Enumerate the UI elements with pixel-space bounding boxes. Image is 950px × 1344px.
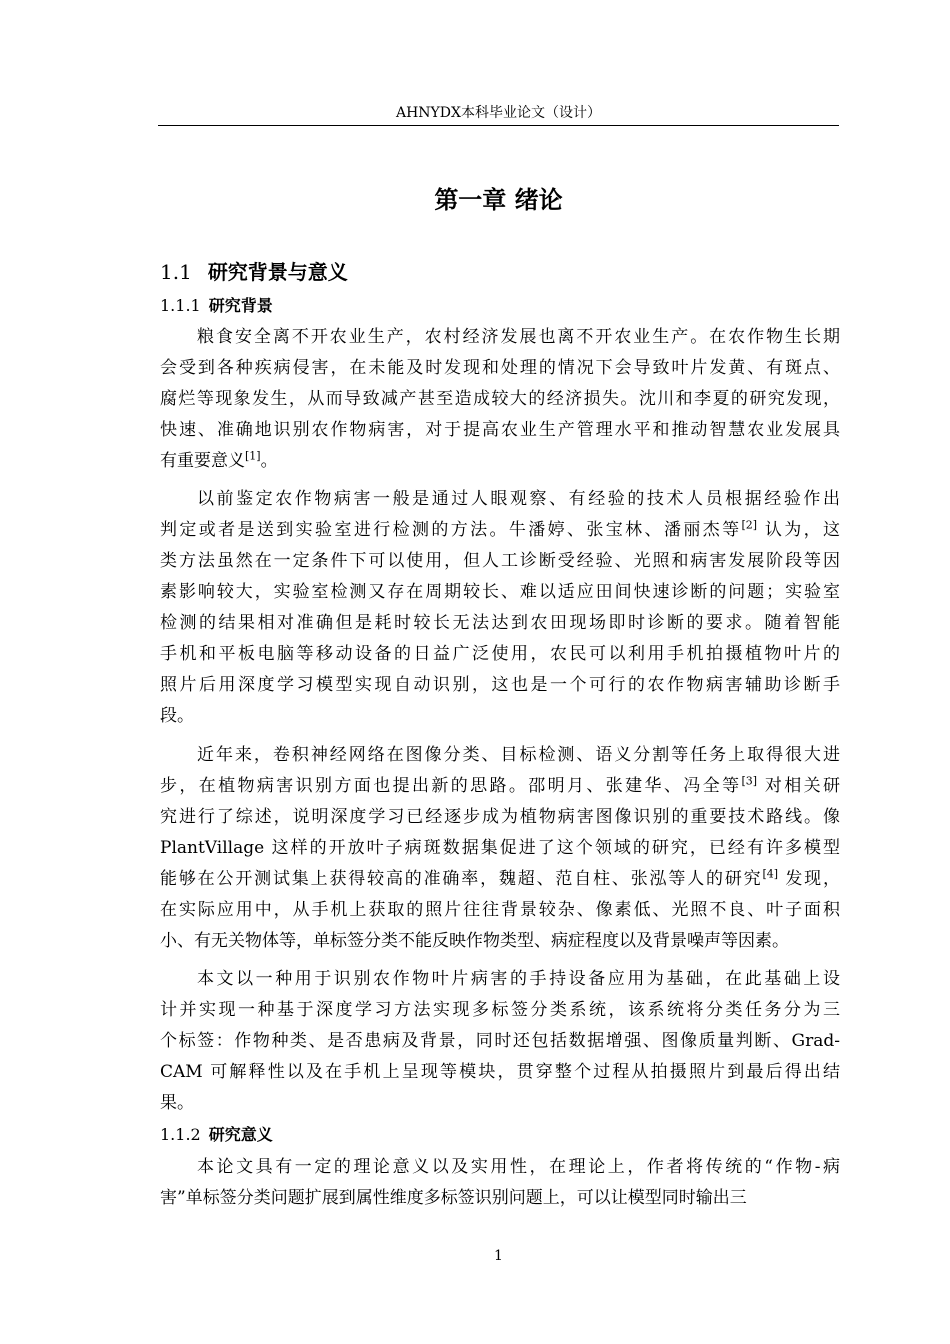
subsection-title: 研究意义 — [208, 1125, 273, 1144]
paragraph — [160, 1152, 840, 1214]
paragraph-line: 粮食安全离不开农业生产，农村经济发展也离不开农业生产。在农作物生长期 — [197, 327, 840, 347]
paragraph-line: 检测的结果相对准确但是耗时较长无法达到农田现场即时诊断的要求。随着智能 — [160, 613, 840, 633]
paragraph-line: 判定或者是送到实验室进行检测的方法。牛潘婷、张宝林、潘丽杰等[2] 认为，这 — [160, 518, 840, 540]
paragraph-line: CAM 可解释性以及在手机上呈现等模块，贯穿整个过程从拍摄照片到最后得出结 — [160, 1062, 840, 1082]
paragraph-line: 素影响较大，实验室检测又存在周期较长、难以适应田间快速诊断的问题；实验室 — [160, 582, 840, 602]
paragraph-line: 以前鉴定农作物病害一般是通过人眼观察、有经验的技术人员根据经验作出 — [197, 489, 840, 509]
paragraph-line: 快速、准确地识别农作物病害，对于提高农业生产管理水平和推动智慧农业发展具 — [160, 420, 840, 440]
paragraph-line: 类方法虽然在一定条件下可以使用，但人工诊断受经验、光照和病害发展阶段等因 — [160, 551, 840, 571]
subsection-title: 研究背景 — [208, 296, 273, 315]
paragraph-line: 手机和平板电脑等移动设备的日益广泛使用，农民可以利用手机拍摄植物叶片的 — [160, 644, 840, 664]
paragraph-line: 照片后用深度学习模型实现自动识别，这也是一个可行的农作物病害辅助诊断手 — [160, 675, 840, 695]
running-header: AHNYDX本科毕业论文（设计） — [395, 105, 601, 121]
paragraph-line: 本文以一种用于识别农作物叶片病害的手持设备应用为基础，在此基础上设 — [197, 969, 840, 989]
chapter-title: 第一章 绪论 — [434, 186, 563, 214]
paragraph-line: 计并实现一种基于深度学习方法实现多标签分类系统，该系统将分类任务分为三 — [160, 1000, 840, 1020]
citation-marker: [3] — [741, 774, 758, 788]
paragraph-line: 会受到各种疾病侵害，在未能及时发现和处理的情况下会导致叶片发黄、有斑点、 — [160, 358, 840, 378]
subsection-number: 1.1.2 — [160, 1125, 201, 1144]
page-number: 1 — [494, 1248, 503, 1264]
paragraph — [160, 740, 840, 957]
paragraph-line: 害”单标签分类问题扩展到属性维度多标签识别问题上，可以让模型同时输出三 — [160, 1188, 747, 1208]
paragraph-line: 个标签：作物种类、是否患病及背景，同时还包括数据增强、图像质量判断、Grad- — [160, 1031, 840, 1051]
paragraph-line: 果。 — [160, 1093, 194, 1113]
paragraph-line: 小、有无关物体等，单标签分类不能反映作物类型、病症程度以及背景噪声等因素。 — [160, 931, 789, 951]
paragraph — [160, 484, 840, 732]
paragraph-line: 本论文具有一定的理论意义以及实用性，在理论上，作者将传统的“作物-病 — [197, 1157, 840, 1177]
citation-marker: [1] — [245, 449, 261, 463]
paragraph-line: 步，在植物病害识别方面也提出新的思路。邵明月、张建华、冯全等[3] 对相关研 — [160, 774, 840, 796]
subsection-heading — [160, 1123, 273, 1147]
paragraph-line: 段。 — [160, 706, 194, 726]
citation-marker: [4] — [762, 867, 779, 881]
subsection-heading — [160, 294, 273, 318]
section-number: 1.1 — [160, 260, 192, 284]
paragraph-line: 有重要意义[1]。 — [160, 449, 278, 471]
paragraph — [160, 964, 840, 1119]
paragraph-line: 究进行了综述，说明深度学习已经逐步成为植物病害图像识别的重要技术路线。像 — [160, 807, 840, 827]
section-heading — [160, 258, 348, 286]
paragraph-line: 能够在公开测试集上获得较高的准确率，魏超、范自柱、张泓等人的研究[4] 发现， — [160, 867, 840, 889]
header-rule — [158, 125, 839, 126]
paragraph-line: 近年来，卷积神经网络在图像分类、目标检测、语义分割等任务上取得很大进 — [197, 745, 840, 765]
paragraph-line: 在实际应用中，从手机上获取的照片往往背景较杂、像素低、光照不良、叶子面积 — [160, 900, 840, 920]
subsection-number: 1.1.1 — [160, 296, 201, 315]
citation-marker: [2] — [741, 518, 758, 532]
paragraph-line: 腐烂等现象发生，从而导致减产甚至造成较大的经济损失。沈川和李夏的研究发现， — [160, 389, 840, 409]
paragraph-line: PlantVillage 这样的开放叶子病斑数据集促进了这个领域的研究，已经有许多模型 — [160, 838, 840, 858]
section-title: 研究背景与意义 — [207, 260, 348, 284]
paragraph — [160, 322, 840, 477]
